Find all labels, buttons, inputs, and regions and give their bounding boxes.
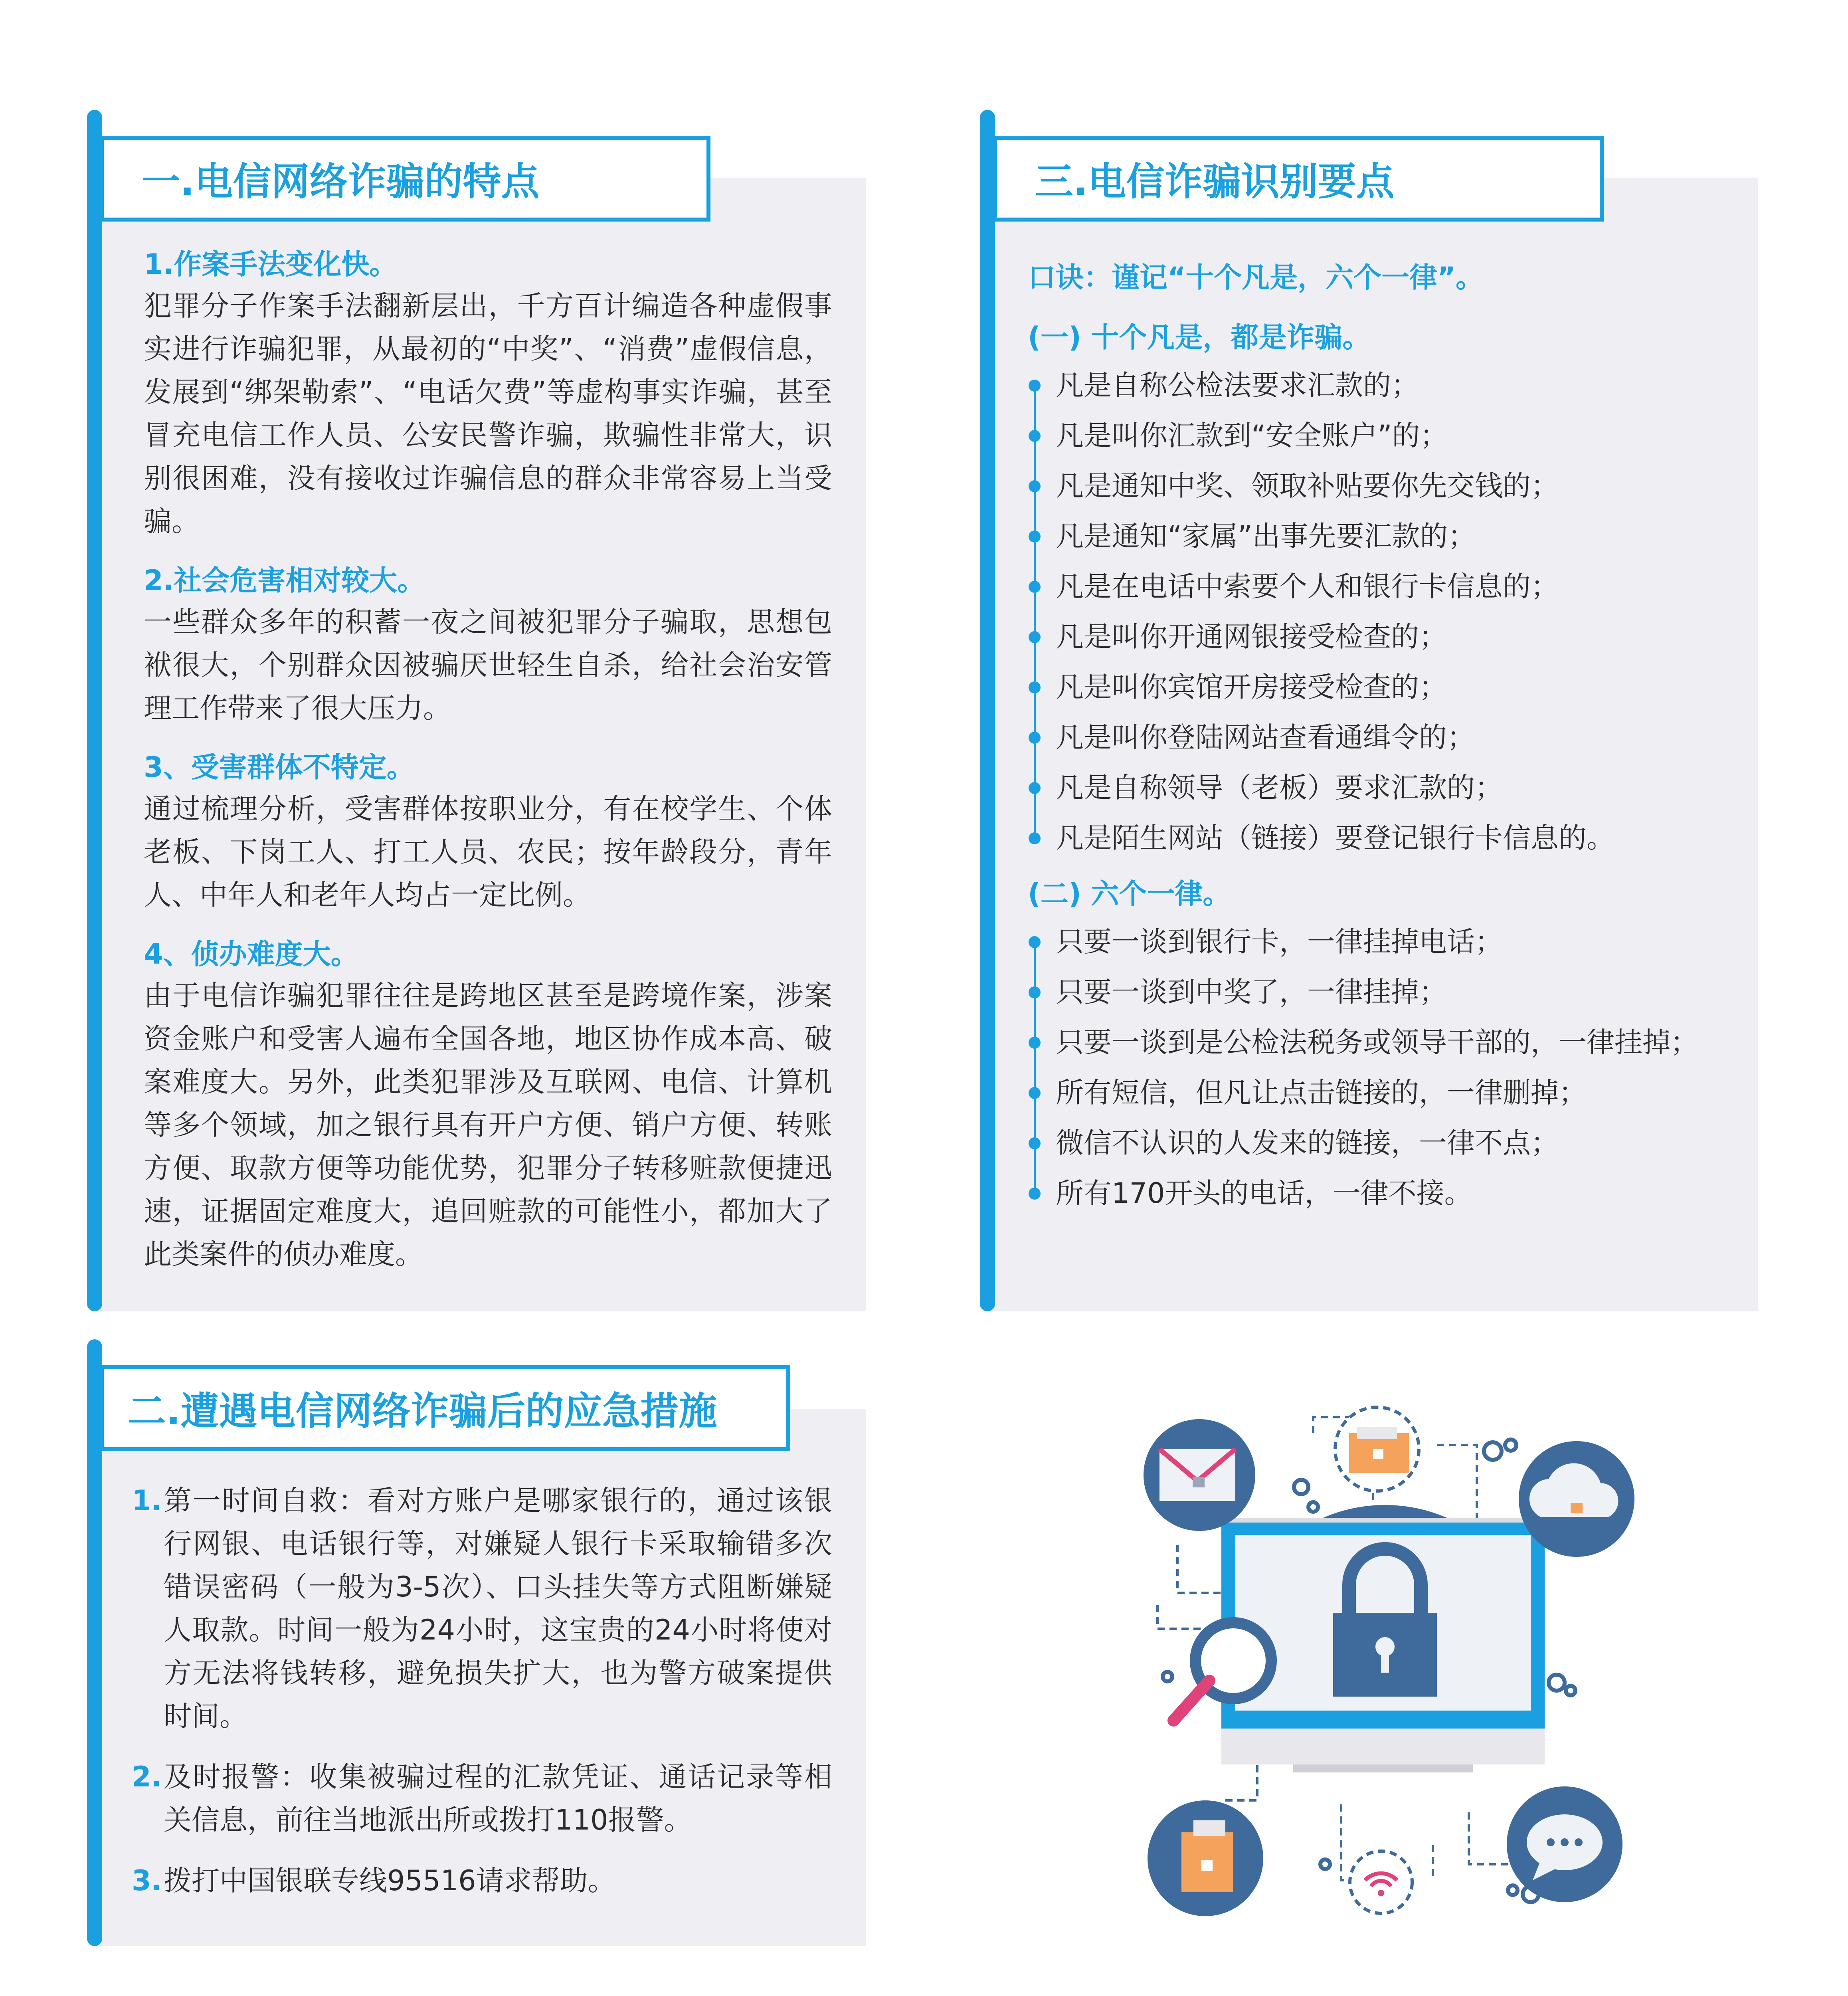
section3-part1-heading: (一) 十个凡是，都是诈骗。 [1028, 321, 1371, 354]
section3-part1-list [1028, 365, 1746, 858]
list-item: 凡是通知中奖、领取补贴要你先交钱的； [1028, 466, 1746, 506]
section2-item3-text: 拨打中国银联专线95516请求帮助。 [164, 1864, 616, 1897]
list-item: 凡是在电话中索要个人和银行卡信息的； [1028, 566, 1746, 606]
section3-motto: 口诀：谨记“十个凡是，六个一律”。 [1028, 261, 1484, 294]
chat-icon [1507, 1786, 1622, 1902]
list-item: 只要一谈到中奖了，一律挂掉； [1028, 972, 1746, 1012]
list-item: 所有短信，但凡让点击链接的，一律删掉； [1028, 1073, 1746, 1113]
section1-item3-text: 通过梳理分析，受害群体按职业分，有在校学生、个体老板、下岗工人、打工人员、农民；按年龄段分，青年人、中年人和老年人均占一定比例。 [144, 792, 832, 911]
wifi-icon [1350, 1851, 1412, 1913]
section3-part2-list [1028, 922, 1746, 1213]
list-item: 凡是陌生网站（链接）要登记银行卡信息的。 [1028, 818, 1746, 858]
list-item: 凡是自称领导（老板）要求汇款的； [1028, 768, 1746, 808]
section3-part2-heading: (二) 六个一律。 [1028, 877, 1231, 910]
section1-content [144, 244, 832, 1293]
section1-item2-heading: 2.社会危害相对较大。 [144, 564, 425, 597]
section1-item1-heading: 1.作案手法变化快。 [144, 248, 398, 281]
list-item: 微信不认识的人发来的链接，一律不点； [1028, 1123, 1746, 1163]
section1-item3-heading: 3、受害群体不特定。 [144, 751, 415, 784]
security-illustration [1126, 1405, 1644, 1948]
section3-title: 三.电信诈骗识别要点 [993, 136, 1604, 222]
cloud-lock-icon [1519, 1441, 1634, 1557]
section2-item3-number: 3. [132, 1864, 162, 1897]
section3-content [1028, 257, 1746, 1229]
section2-item1-number: 1. [132, 1484, 162, 1517]
folder-lock-icon [1335, 1407, 1419, 1491]
section1-item4-heading: 4、侦办难度大。 [144, 938, 359, 970]
section1-accent-bar [87, 110, 102, 1311]
section3-accent-bar [980, 110, 995, 1311]
mail-lock-icon [1144, 1419, 1255, 1531]
section2-content [132, 1479, 832, 1920]
list-item: 凡是叫你登陆网站查看通缉令的； [1028, 717, 1746, 757]
section2-item2-text: 及时报警：收集被骗过程的汇款凭证、通话记录等相关信息，前往当地派出所或拨打110报警。 [164, 1760, 832, 1836]
section1-item4-text: 由于电信诈骗犯罪往往是跨地区甚至是跨境作案，涉案资金账户和受害人遍布全国各地，地区协作成本高、破案难度大。另外，此类犯罪涉及互联网、电信、计算机等多个领域，加之银行具有开户方便、销户方便、转账方便、取款方便等功能优势，犯罪分子转移赃款便捷迅速，证据固定难度大，追回赃款的可能性小，都加大了此类案件的侦办难度。 [144, 979, 832, 1271]
section2-item1 [132, 1479, 832, 1738]
list-item: 所有170开头的电话，一律不接。 [1028, 1173, 1746, 1213]
section2-item3 [132, 1859, 832, 1902]
section2-item2-number: 2. [132, 1760, 162, 1793]
section1-item2-text: 一些群众多年的积蓄一夜之间被犯罪分子骗取，思想包袱很大，个别群众因被骗厌世轻生自杀，给社会治安管理工作带来了很大压力。 [144, 606, 832, 725]
list-item: 凡是叫你宾馆开房接受检查的； [1028, 667, 1746, 707]
section2-item2 [132, 1755, 832, 1842]
list-item: 凡是叫你开通网银接受检查的； [1028, 617, 1746, 657]
list-item: 凡是叫你汇款到“安全账户”的； [1028, 416, 1746, 455]
file-lock-icon [1148, 1800, 1263, 1916]
list-item: 凡是通知“家属”出事先要汇款的； [1028, 516, 1746, 556]
section2-item1-text: 第一时间自救：看对方账户是哪家银行的，通过该银行网银、电话银行等，对嫌疑人银行卡采取输错多次错误密码（一般为3-5次）、口头挂失等方式阻断嫌疑人取款。时间一般为24小时，这宝贵的24小时将使对方无法将钱转移，避免损失扩大，也为警方破案提供时间。 [164, 1484, 832, 1733]
section1-item1-text: 犯罪分子作案手法翻新层出，千方百计编造各种虚假事实进行诈骗犯罪，从最初的“中奖”、“消费”虚假信息，发展到“绑架勒索”、“电话欠费”等虚构事实诈骗，甚至冒充电信工作人员、公安民警诈骗，欺骗性非常大，识别很困难，没有接收过诈骗信息的群众非常容易上当受骗。 [144, 289, 832, 538]
section1-title: 一.电信网络诈骗的特点 [100, 136, 710, 222]
section2-title: 二.遭遇电信网络诈骗后的应急措施 [100, 1365, 790, 1451]
list-item: 只要一谈到是公检法税务或领导干部的，一律挂掉； [1028, 1022, 1746, 1062]
list-item: 只要一谈到银行卡，一律挂掉电话； [1028, 922, 1746, 962]
list-item: 凡是自称公检法要求汇款的； [1028, 365, 1746, 405]
